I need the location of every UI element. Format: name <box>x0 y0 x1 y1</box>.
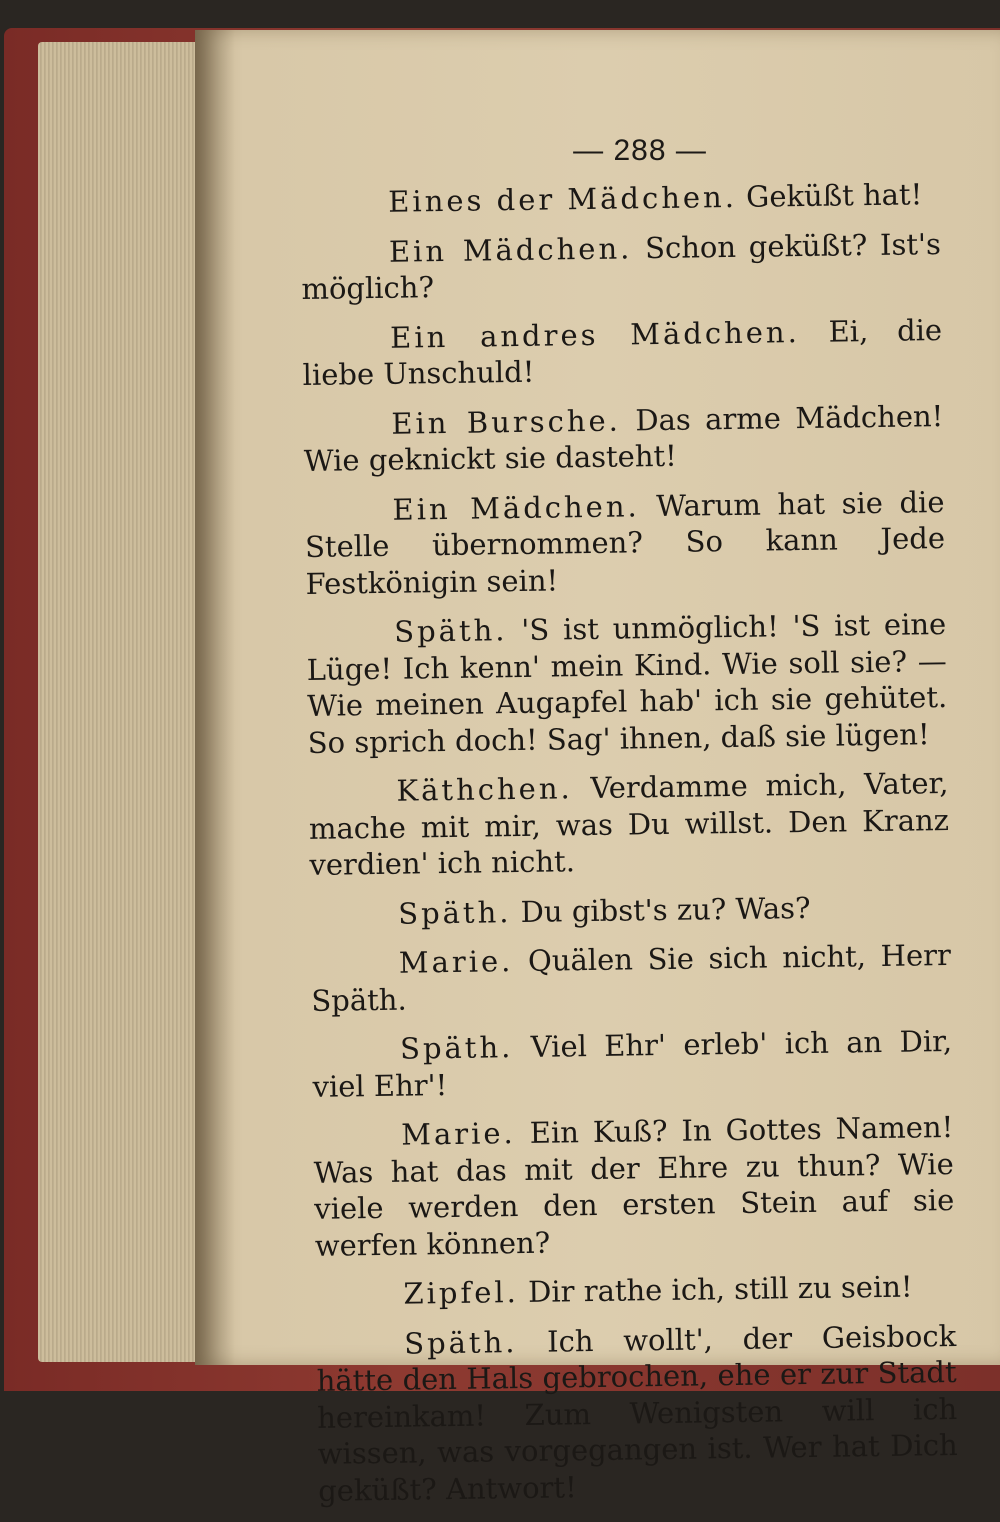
paragraph <box>303 398 944 480</box>
speaker-name: Ein andres Mädchen. <box>389 314 801 355</box>
speech-text: Verdamme mich, Vater, mache mit mir, was Du willst. Den Kranz verdien' ich nicht. <box>308 766 950 882</box>
speech-text: Du gibst's zu? Was? <box>520 890 811 929</box>
paragraph <box>308 765 949 883</box>
speaker-name: Ein Mädchen. <box>392 488 640 527</box>
speaker-name: Zipfel. <box>403 1275 520 1311</box>
speech-text: Geküßt hat! <box>745 177 923 214</box>
speech-text: Dir rathe ich, still zu sein! <box>527 1269 913 1309</box>
paragraph <box>300 176 940 221</box>
paragraph <box>306 606 948 761</box>
page-edges <box>38 42 208 1362</box>
speaker-name: Späth. <box>403 1324 518 1361</box>
speech-text: Ein Kuß? In Gottes Namen! Was hat das mit der Ehre zu thun? Wie viele werden den ersten Stein auf sie werfen können? <box>313 1109 955 1263</box>
speech-text: Quälen Sie sich nicht, Herr Späth. <box>311 937 952 1018</box>
paragraph <box>301 226 942 308</box>
speech-text: Ei, die liebe Unschuld! <box>302 312 943 392</box>
speaker-name: Marie. <box>401 1116 517 1152</box>
paragraph <box>312 1023 953 1105</box>
paragraph <box>310 887 950 932</box>
page-number: — 288 — <box>573 134 707 167</box>
speech-text: Viel Ehr' erleb' ich an Dir, viel Ehr'! <box>312 1023 953 1104</box>
speech-text: 'S ist unmöglich! 'S ist eine Lüge! Ich kenn' mein Kind. Wie soll sie? — Wie meinen Augapfel hab' ich sie gehütet. So sprich doch! Sag' ihnen, daß sie lügen! <box>306 607 948 760</box>
paragraph <box>311 937 952 1019</box>
speaker-name: Späth. <box>394 613 508 649</box>
speaker-name: Käthchen. <box>396 771 573 808</box>
page-text <box>300 176 959 1522</box>
gutter-shadow <box>195 30 235 1365</box>
speaker-name: Späth. <box>399 1030 514 1066</box>
speaker-name: Ein Mädchen. <box>388 230 633 269</box>
paragraph <box>313 1109 955 1264</box>
speech-text: Das arme Mädchen! Wie geknickt sie dasteht! <box>303 398 944 478</box>
speech-text: Ich wollt', der Geisbock hätte den Hals gebrochen, ehe er zur Stadt hereinkam! Zum Wenigsten will ich wissen, was vorgegangen ist. Wer hat Dich geküßt? Antwort! <box>316 1318 958 1508</box>
speech-text: Warum hat sie die Stelle übernommen? So kann Jede Festkönigin sein! <box>304 484 946 601</box>
speaker-name: Eines der Mädchen. <box>388 179 738 219</box>
speech-text: Schon geküßt? Ist's möglich? <box>301 226 942 306</box>
paragraph <box>304 484 945 602</box>
speaker-name: Ein Bursche. <box>391 403 622 441</box>
paragraph <box>316 1317 958 1508</box>
speaker-name: Marie. <box>398 944 514 980</box>
paragraph <box>302 312 943 394</box>
speaker-name: Späth. <box>397 894 512 931</box>
paragraph <box>315 1268 955 1313</box>
